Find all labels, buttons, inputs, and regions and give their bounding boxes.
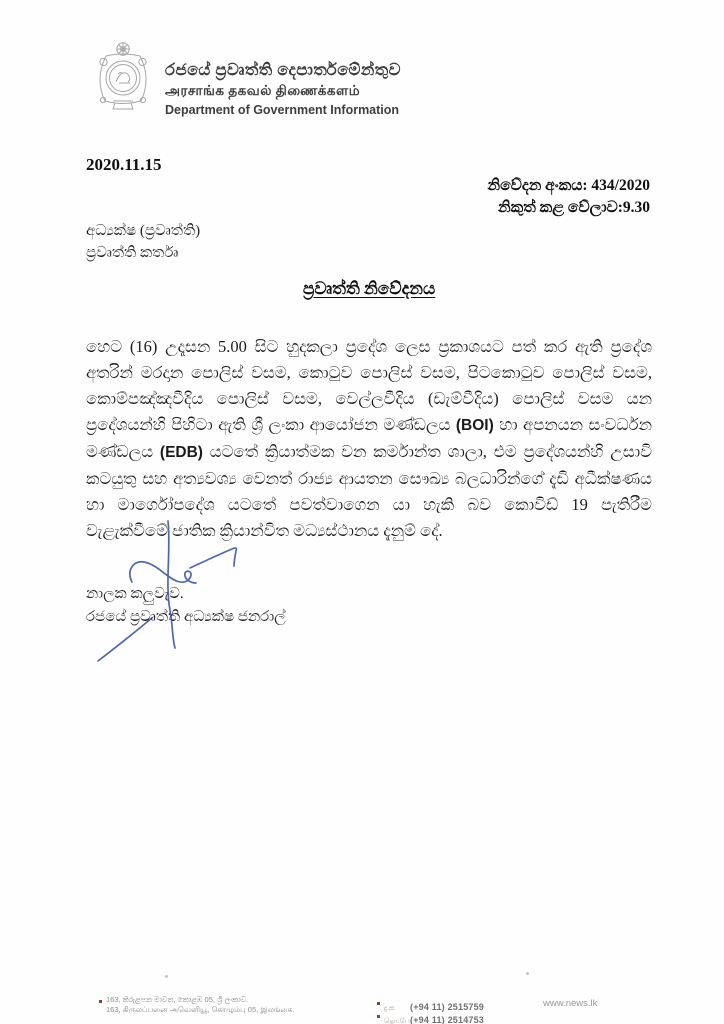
scan-speck <box>526 972 529 975</box>
recipient-news-editor: ප්‍රවෘත්ති කර්තෘ <box>86 245 179 261</box>
footer-phone-2 <box>384 1010 484 1024</box>
press-release-title <box>86 279 652 299</box>
letterhead-department-names <box>165 60 401 118</box>
sri-lanka-emblem-icon <box>96 41 150 114</box>
press-release-title-text: ප්‍රවෘත්ති නිවේදනය <box>302 279 436 298</box>
phone1-label: දු.ක <box>384 1005 395 1012</box>
body-text-3: යටතේ ක්‍රියාත්මක වන කර්මාන්ත ශාලා, එම ප්‍රදේශයන්හි උසාවි කටයුතු සහ අත්‍යවශ්‍ය වෙනත් රාජ්‍ය ආයතන සෞඛ්‍ය බලධාරින්ගේ දැඩි අධීක්ෂණය හා මාර්ගෝපදේශ යටතේ පවත්වාගෙන යා හැකි බව කොවිඩ් 19 පැතිරීම වැළැක්වීමේ ජාතික ක්‍රියාන්විත මධ්‍යස්ථානය දැනුම් දේ. <box>86 441 652 540</box>
footer-address-sinhala: 163, කිරුළපන මාවත, කොළඹ 05, ශ්‍රී ලංකාව. <box>106 995 249 1004</box>
release-number: නිවේදන අංකය: 434/2020 <box>487 177 650 194</box>
body-text-2: හා අපනයන සංවර්ධන මණ්ඩලය <box>86 414 653 461</box>
phone2-number: (+94 11) 2514753 <box>410 1015 485 1024</box>
scan-speck <box>165 975 168 978</box>
phone2-bullet-icon <box>377 1015 380 1018</box>
signatory-name: නාලක කලුවැව. <box>86 586 184 602</box>
release-time: නිකුත් කළ වේලාව:9.30 <box>498 199 650 216</box>
phone1-number: (+94 11) 2515759 <box>410 1002 485 1012</box>
body-paragraph <box>86 334 652 544</box>
body-text-1: හෙට (16) උදෑසන 5.00 සිට හුදකලා ප්‍රදේශ ලෙස ප්‍රකාශයට පත් කර ඇති ප්‍රදේශ අතරින් මරදාන පොලිස් වසම, කොටුව පොලිස් වසම, පිටකොටුව පොලිස් වසම, කොම්පඤ්ඤවීදිය පොලිස් වසම, වෙල්ලවීදිය (ඩැම්වීදිය) පොලිස් වසම යන ප්‍රදේශයන්හි පිහිටා ඇති ශ්‍රී ලංකා ආයෝජන මණ්ඩලය <box>86 336 652 434</box>
document-date: 2020.11.15 <box>86 155 162 174</box>
footer-address-tamil: 163, கிருலப்பனை அவெனியூ, கொழும்பு 05, இலங்கை. <box>106 1005 295 1014</box>
phone1-bullet-icon <box>377 1002 380 1005</box>
footer-website: www.news.lk <box>543 998 598 1009</box>
body-boi-abbrev: (BOI) <box>455 416 494 434</box>
phone2-label: தொ.பே <box>384 1018 410 1024</box>
dept-name-tamil: அரசாங்க தகவல் திணைக்களம் <box>165 82 361 98</box>
dept-name-sinhala: රජයේ ප්‍රවෘත්ති දෙපාර්තමේන්තුව <box>165 60 402 79</box>
body-edb-abbrev: (EDB) <box>159 443 203 461</box>
signatory-designation: රජයේ ප්‍රවෘත්ති අධ්‍යක්ෂ ජනරාල් <box>86 609 286 625</box>
dept-name-english: Department of Government Information <box>165 102 400 117</box>
address-bullet-icon <box>99 1000 102 1003</box>
recipient-director-news: අධ්‍යක්ෂ (ප්‍රවෘත්ති) <box>86 223 201 239</box>
